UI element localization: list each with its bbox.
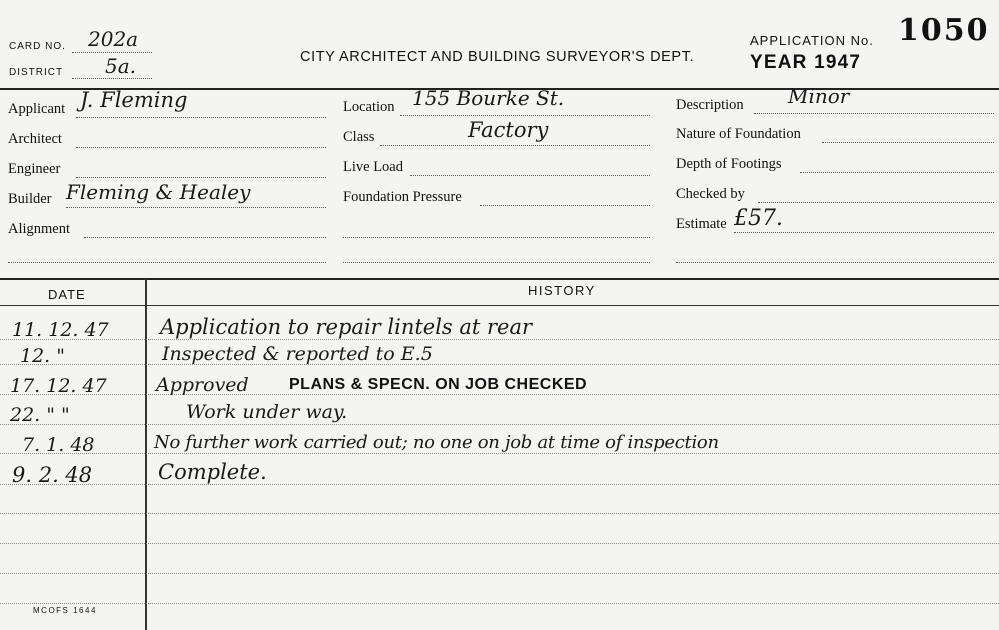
table-row-date: 12. " bbox=[20, 345, 65, 367]
ruled-line bbox=[0, 453, 999, 454]
card-no-line bbox=[72, 52, 152, 53]
plans-checked-stamp: PLANS & SPECN. ON JOB CHECKED bbox=[289, 376, 588, 393]
builder-label: Builder bbox=[8, 191, 52, 207]
live-load-label: Live Load bbox=[343, 159, 403, 175]
engineer-label: Engineer bbox=[8, 161, 61, 177]
depth-line bbox=[800, 172, 994, 173]
form-code: MCOFS 1644 bbox=[33, 606, 97, 615]
ruled-line bbox=[0, 394, 999, 395]
engineer-line bbox=[76, 177, 326, 178]
application-number: 1050 bbox=[898, 13, 990, 48]
depth-of-footings-label: Depth of Footings bbox=[676, 156, 782, 172]
table-row-history: Inspected & reported to E.5 bbox=[162, 343, 433, 365]
ruled-line bbox=[0, 513, 999, 514]
estimate-label: Estimate bbox=[676, 216, 727, 232]
history-header: HISTORY bbox=[528, 283, 596, 298]
district-label: DISTRICT bbox=[9, 67, 64, 78]
table-row-date: 9. 2. 48 bbox=[12, 463, 93, 487]
card-no-value: 202a bbox=[88, 27, 139, 51]
applicant-line bbox=[76, 117, 326, 118]
ruled-line bbox=[0, 484, 999, 485]
table-row-history: Work under way. bbox=[186, 401, 348, 423]
alignment-line-2 bbox=[8, 262, 326, 263]
col2-line-5 bbox=[343, 237, 650, 238]
foundation-pressure-label: Foundation Pressure bbox=[343, 189, 462, 205]
class-line bbox=[380, 145, 650, 146]
applicant-value: J. Fleming bbox=[80, 88, 188, 112]
class-label: Class bbox=[343, 129, 375, 145]
application-label: APPLICATION No. bbox=[750, 33, 874, 48]
applicant-label: Applicant bbox=[8, 101, 66, 117]
description-line bbox=[754, 113, 994, 114]
checked-by-label: Checked by bbox=[676, 186, 745, 202]
table-row-date: 17. 12. 47 bbox=[10, 375, 107, 397]
card-no-label: CARD NO. bbox=[9, 41, 66, 52]
table-row-history: Application to repair lintels at rear bbox=[160, 315, 533, 339]
nature-of-foundation-label: Nature of Foundation bbox=[676, 126, 801, 142]
table-row-date: 11. 12. 47 bbox=[12, 319, 109, 341]
description-value: Minor bbox=[788, 84, 850, 108]
date-header: DATE bbox=[48, 287, 86, 302]
location-value: 155 Bourke St. bbox=[412, 86, 565, 110]
district-line bbox=[72, 78, 152, 79]
table-row-history: Approved bbox=[156, 374, 249, 396]
architect-line bbox=[76, 147, 326, 148]
ruled-line bbox=[0, 339, 999, 340]
foundation-pressure-line bbox=[480, 205, 650, 206]
ruled-line bbox=[0, 424, 999, 425]
table-row-history: No further work carried out; no one on job at time of inspection bbox=[154, 432, 719, 453]
table-row-date: 22. " " bbox=[10, 404, 70, 426]
year: YEAR 1947 bbox=[750, 52, 862, 73]
district-value: 5a. bbox=[105, 54, 137, 78]
live-load-line bbox=[410, 175, 650, 176]
architect-label: Architect bbox=[8, 131, 62, 147]
builder-value: Fleming & Healey bbox=[66, 180, 251, 204]
table-header-divider bbox=[0, 305, 999, 306]
class-value: Factory bbox=[468, 118, 549, 142]
col2-line-6 bbox=[343, 262, 650, 263]
description-label: Description bbox=[676, 97, 744, 113]
alignment-label: Alignment bbox=[8, 221, 71, 237]
location-line bbox=[400, 115, 650, 116]
location-label: Location bbox=[343, 99, 395, 115]
table-row-history: Complete. bbox=[158, 460, 267, 484]
nature-line bbox=[822, 142, 994, 143]
ruled-line bbox=[0, 543, 999, 544]
ruled-line bbox=[0, 364, 999, 365]
alignment-line bbox=[84, 237, 326, 238]
table-top-border bbox=[0, 278, 999, 280]
department-title: CITY ARCHITECT AND BUILDING SURVEYOR'S DEPT. bbox=[300, 49, 695, 65]
ruled-line bbox=[0, 603, 999, 604]
ruled-line bbox=[0, 573, 999, 574]
table-row-date: 7. 1. 48 bbox=[22, 434, 95, 456]
checked-line bbox=[758, 202, 994, 203]
estimate-value: £57. bbox=[734, 206, 783, 231]
builder-line bbox=[66, 207, 326, 208]
date-column-divider bbox=[145, 279, 147, 630]
col3-line-6 bbox=[676, 262, 994, 263]
estimate-line bbox=[734, 232, 994, 233]
